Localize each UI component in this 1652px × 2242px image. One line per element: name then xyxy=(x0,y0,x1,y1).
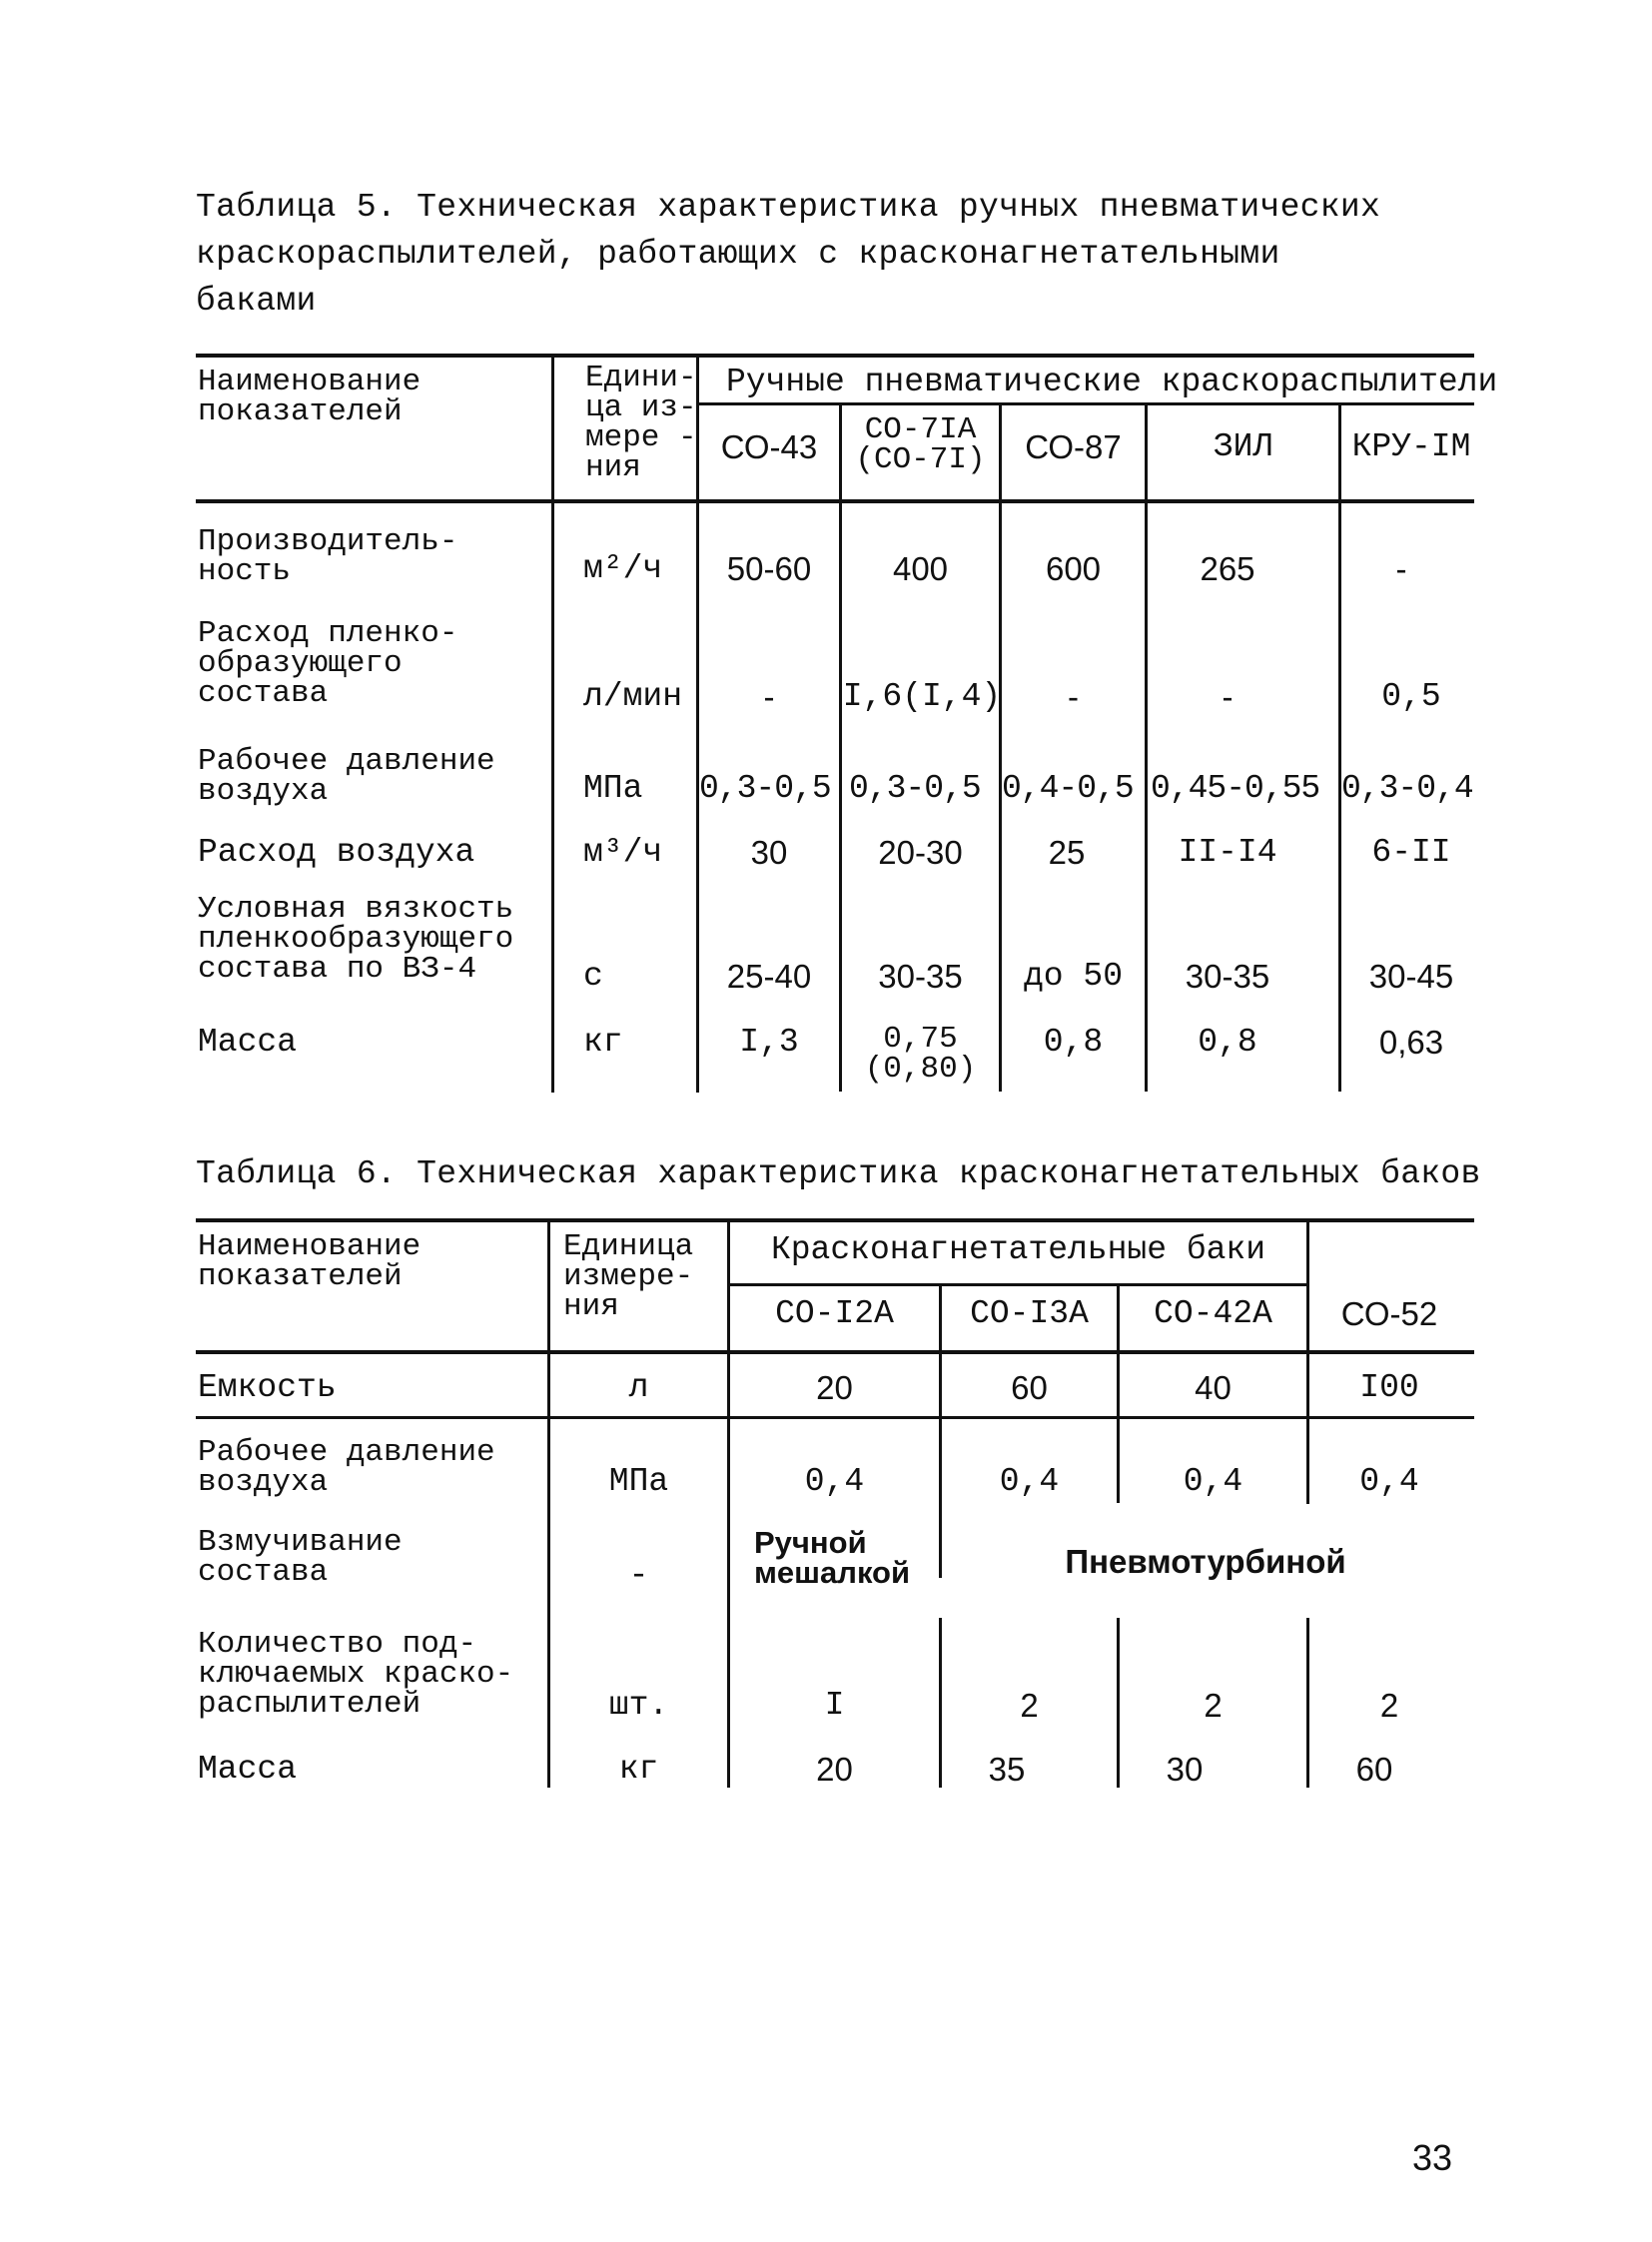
table6-group-header: Красконагнетательные баки xyxy=(770,1231,1266,1268)
table6-row-name: Рабочее давление воздуха xyxy=(198,1435,495,1500)
table5-row-name: Масса xyxy=(198,1024,298,1061)
table6-cell: 0,4 xyxy=(1183,1463,1243,1500)
table5-cell: 0,8 xyxy=(1198,1024,1257,1061)
table6-row-unit: - xyxy=(628,1557,649,1594)
table5-cell: 400 xyxy=(892,550,949,587)
table5-cell: 30-35 xyxy=(878,958,963,995)
table6-header-rule xyxy=(196,1350,1474,1354)
table5-cell: - xyxy=(1222,678,1234,715)
table5-cell: 0,8 xyxy=(1043,1024,1104,1061)
table6-cell: 60 xyxy=(1355,1751,1393,1788)
table6-cell: 20 xyxy=(816,1751,853,1788)
table5-row-name: Рабочее давление воздуха xyxy=(198,744,495,809)
table6-cell: 0,4 xyxy=(1359,1463,1419,1500)
table5-cell: до 50 xyxy=(1023,958,1124,995)
table5-row-name: Производитель- ность xyxy=(198,524,458,589)
table6-row-name: Количество под- ключаемых краско- распылителей xyxy=(198,1627,514,1722)
table5-row-unit: л/мин xyxy=(583,678,683,715)
table5-row-unit: МПа xyxy=(583,770,643,807)
table5-col-unit-header: Едини- ца из- мере - ния xyxy=(585,361,697,485)
table5-col-name-header: Наименование показателей xyxy=(198,365,421,429)
table5-top-rule xyxy=(196,354,1474,358)
table6-row-name: Масса xyxy=(198,1751,298,1788)
table6-row-name: Взмучивание состава xyxy=(198,1525,403,1590)
table5-cell: II-I4 xyxy=(1178,834,1277,871)
table5-row-name: Расход пленко- образующего состава xyxy=(198,616,458,711)
table6-cell: 20 xyxy=(816,1369,853,1406)
table6-vrule xyxy=(1306,1218,1309,1504)
table5-vrule xyxy=(551,354,554,1093)
table6-row-unit: л xyxy=(628,1369,649,1406)
table5-model-header: СО-43 xyxy=(720,428,818,465)
table5-model-header: СО-87 xyxy=(1025,428,1122,465)
table6-cell: 40 xyxy=(1195,1369,1232,1406)
table6-cell: 2 xyxy=(1204,1687,1223,1724)
table6-model-header: СО-52 xyxy=(1340,1295,1438,1332)
table5-cell: 20-30 xyxy=(878,834,963,871)
table6-col-name-header: Наименование показателей xyxy=(198,1229,421,1294)
table5-cell: 25-40 xyxy=(726,958,812,995)
table5-cell: 0,3-0,5 xyxy=(849,770,981,807)
table6-row-name: Емкость xyxy=(198,1369,337,1406)
table6-cell: 2 xyxy=(1020,1687,1039,1724)
table5-cell: 0,4-0,5 xyxy=(1002,770,1134,807)
table6-cell: Ручной мешалкой xyxy=(754,1525,911,1590)
table5-row-unit: с xyxy=(583,958,603,995)
table5-cell: I,3 xyxy=(739,1024,799,1061)
table5-model-header: ЗИЛ xyxy=(1213,428,1273,465)
table5-cell: 30 xyxy=(750,834,788,871)
table6-model-header: СО-I2А xyxy=(775,1295,894,1332)
table6-cell: 60 xyxy=(1011,1369,1048,1406)
table5-group-rule xyxy=(699,402,1474,405)
table5-row-name: Расход воздуха xyxy=(198,834,475,871)
table5-cell: 600 xyxy=(1045,550,1102,587)
table5-cell: - xyxy=(763,678,775,715)
table6-row-unit: МПа xyxy=(608,1463,669,1500)
table5-row-unit: кг xyxy=(583,1024,623,1061)
table5-cell: 6-II xyxy=(1371,834,1451,871)
table5-cell: 0,3-0,4 xyxy=(1341,770,1473,807)
table5-cell: 25 xyxy=(1048,834,1086,871)
table6-caption: Таблица 6. Техническая характеристика красконагнетательных баков xyxy=(196,1155,1481,1192)
table6-cell: 35 xyxy=(988,1751,1026,1788)
table6-cell: 2 xyxy=(1379,1687,1399,1724)
table6-cell: Пневмотурбиной xyxy=(1065,1543,1346,1580)
table5-cell: 30-45 xyxy=(1368,958,1454,995)
table6-row-unit: шт. xyxy=(608,1687,669,1724)
table6-group-rule xyxy=(729,1283,1308,1286)
table5-cell: - xyxy=(1068,678,1079,715)
table5-cell: I,6(I,4) xyxy=(842,678,1002,715)
table5-cell: 265 xyxy=(1200,550,1255,587)
table5-model-header: КРУ-IМ xyxy=(1351,428,1471,465)
table5-cell: - xyxy=(1395,550,1407,587)
table5-cell: 0,75 (0,80) xyxy=(864,1022,977,1087)
table5-caption: Таблица 5. Техническая характеристика ручных пневматических краскораспылителей, работающих с красконагнетательными баками xyxy=(196,189,1381,320)
table5-row-name: Условная вязкость пленкообразующего состава по ВЗ-4 xyxy=(198,892,514,987)
table5-cell: 0,5 xyxy=(1381,678,1441,715)
table6-cell: I xyxy=(824,1687,845,1724)
table5-cell: 0,63 xyxy=(1378,1024,1444,1061)
table5-row-unit: м²/ч xyxy=(583,550,663,587)
table6-cell: I00 xyxy=(1359,1369,1419,1406)
table5-cell: 0,3-0,5 xyxy=(699,770,831,807)
table6-model-header: СО-42А xyxy=(1154,1295,1272,1332)
table6-row-unit: кг xyxy=(618,1751,659,1788)
table5-row-unit: м³/ч xyxy=(583,834,663,871)
table6-model-header: СО-I3А xyxy=(970,1295,1089,1332)
table5-group-header: Ручные пневматические краскораспылители xyxy=(726,364,1498,400)
table5-model-header: СО-7IА (СО-7I) xyxy=(855,412,986,477)
table5-cell: 30-35 xyxy=(1185,958,1270,995)
table5-cell: 0,45-0,55 xyxy=(1151,770,1320,807)
table5-cell: 50-60 xyxy=(726,550,812,587)
table6-cell: 30 xyxy=(1166,1751,1204,1788)
page-number: 33 xyxy=(1411,2137,1452,2178)
table6-cell: 0,4 xyxy=(999,1463,1060,1500)
table6-cell: 0,4 xyxy=(804,1463,865,1500)
table6-top-rule xyxy=(196,1218,1474,1222)
table5-header-rule xyxy=(196,499,1474,503)
table6-row-rule xyxy=(196,1416,1474,1419)
table6-col-unit-header: Единица измере- ния xyxy=(563,1229,694,1324)
